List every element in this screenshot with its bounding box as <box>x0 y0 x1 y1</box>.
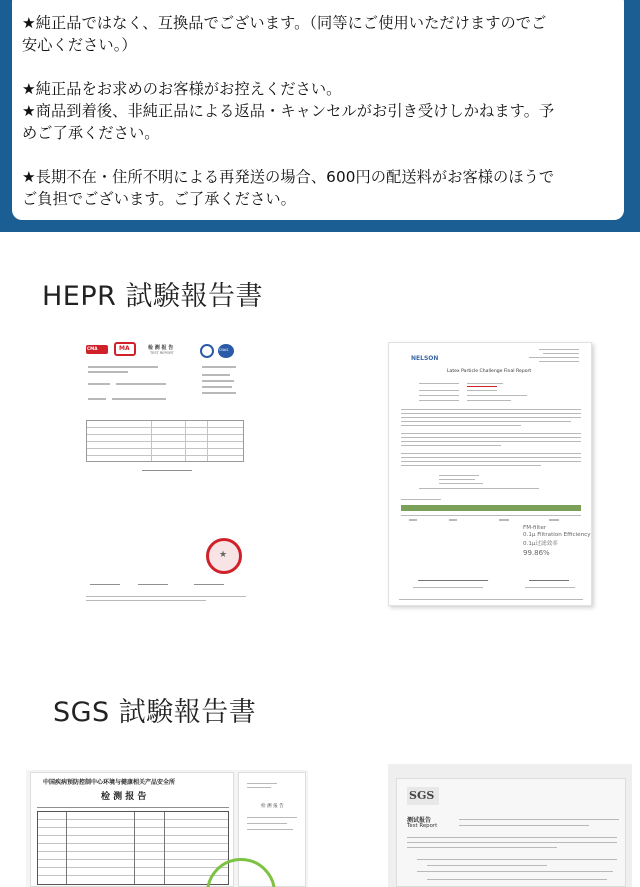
report-title: Latex Particle Challenge Final Report <box>447 369 532 374</box>
ma-badge-text: MA <box>119 345 130 352</box>
filtration-efficiency-cn-label: 0.1μ过滤效率 <box>523 541 558 547</box>
notice-card <box>12 0 624 220</box>
fm-filter-label: FM-filter <box>523 525 547 531</box>
report-title: 检 测 报 告 <box>101 792 147 802</box>
cdc-test-report-image <box>26 770 308 887</box>
notice-line: ★長期不在・住所不明による再発送の場合、600円の配送料がお客様のほうで <box>22 168 555 186</box>
notice-line: ★純正品ではなく、互換品でございます。（同等にご使用いただけますのでご <box>22 14 547 32</box>
cma-test-report-image: CMA MA 检 测 报 告 TEST REPORT CNAS ★ <box>82 338 252 608</box>
notice-line: 安心ください。） <box>22 36 137 54</box>
notice-line: ご負担でございます。ご了承ください。 <box>22 190 296 208</box>
sgs-logo: SGS <box>409 789 435 802</box>
notice-line: ★商品到着後、非純正品による返品・キャンセルがお引き受けしかねます。予 <box>22 102 555 120</box>
hepr-section-title: HEPR 試験報告書 <box>42 281 263 312</box>
nelson-logo: NELSON <box>411 355 439 362</box>
report-title-en: Test Report <box>407 823 438 829</box>
notice-line: めご了承ください。 <box>22 124 160 142</box>
efficiency-percent: 99.86% <box>523 549 550 557</box>
report-heading: 检 测 报 告 <box>148 345 174 351</box>
seal-icon <box>200 344 214 358</box>
cnas-badge-text: CNAS <box>219 348 229 352</box>
cma-logo-text: CMA <box>87 346 98 351</box>
report-title-cn: 测试报告 <box>407 817 432 824</box>
notice-banner <box>0 0 640 232</box>
notice-line: ★純正品をお求めのお客様がお控えください。 <box>22 80 342 98</box>
sgs-report-image <box>388 764 632 887</box>
report-subheading: TEST REPORT <box>150 351 174 355</box>
sgs-section-title: SGS 試験報告書 <box>53 697 257 728</box>
nelson-report-image <box>388 342 592 606</box>
report-org: 中国疾病预防控制中心环境与健康相关产品安全所 <box>43 779 176 786</box>
small-report-title: 检 测 报 告 <box>261 804 284 809</box>
filtration-efficiency-label: 0.1μ Filtration Efficiency <box>523 532 591 538</box>
